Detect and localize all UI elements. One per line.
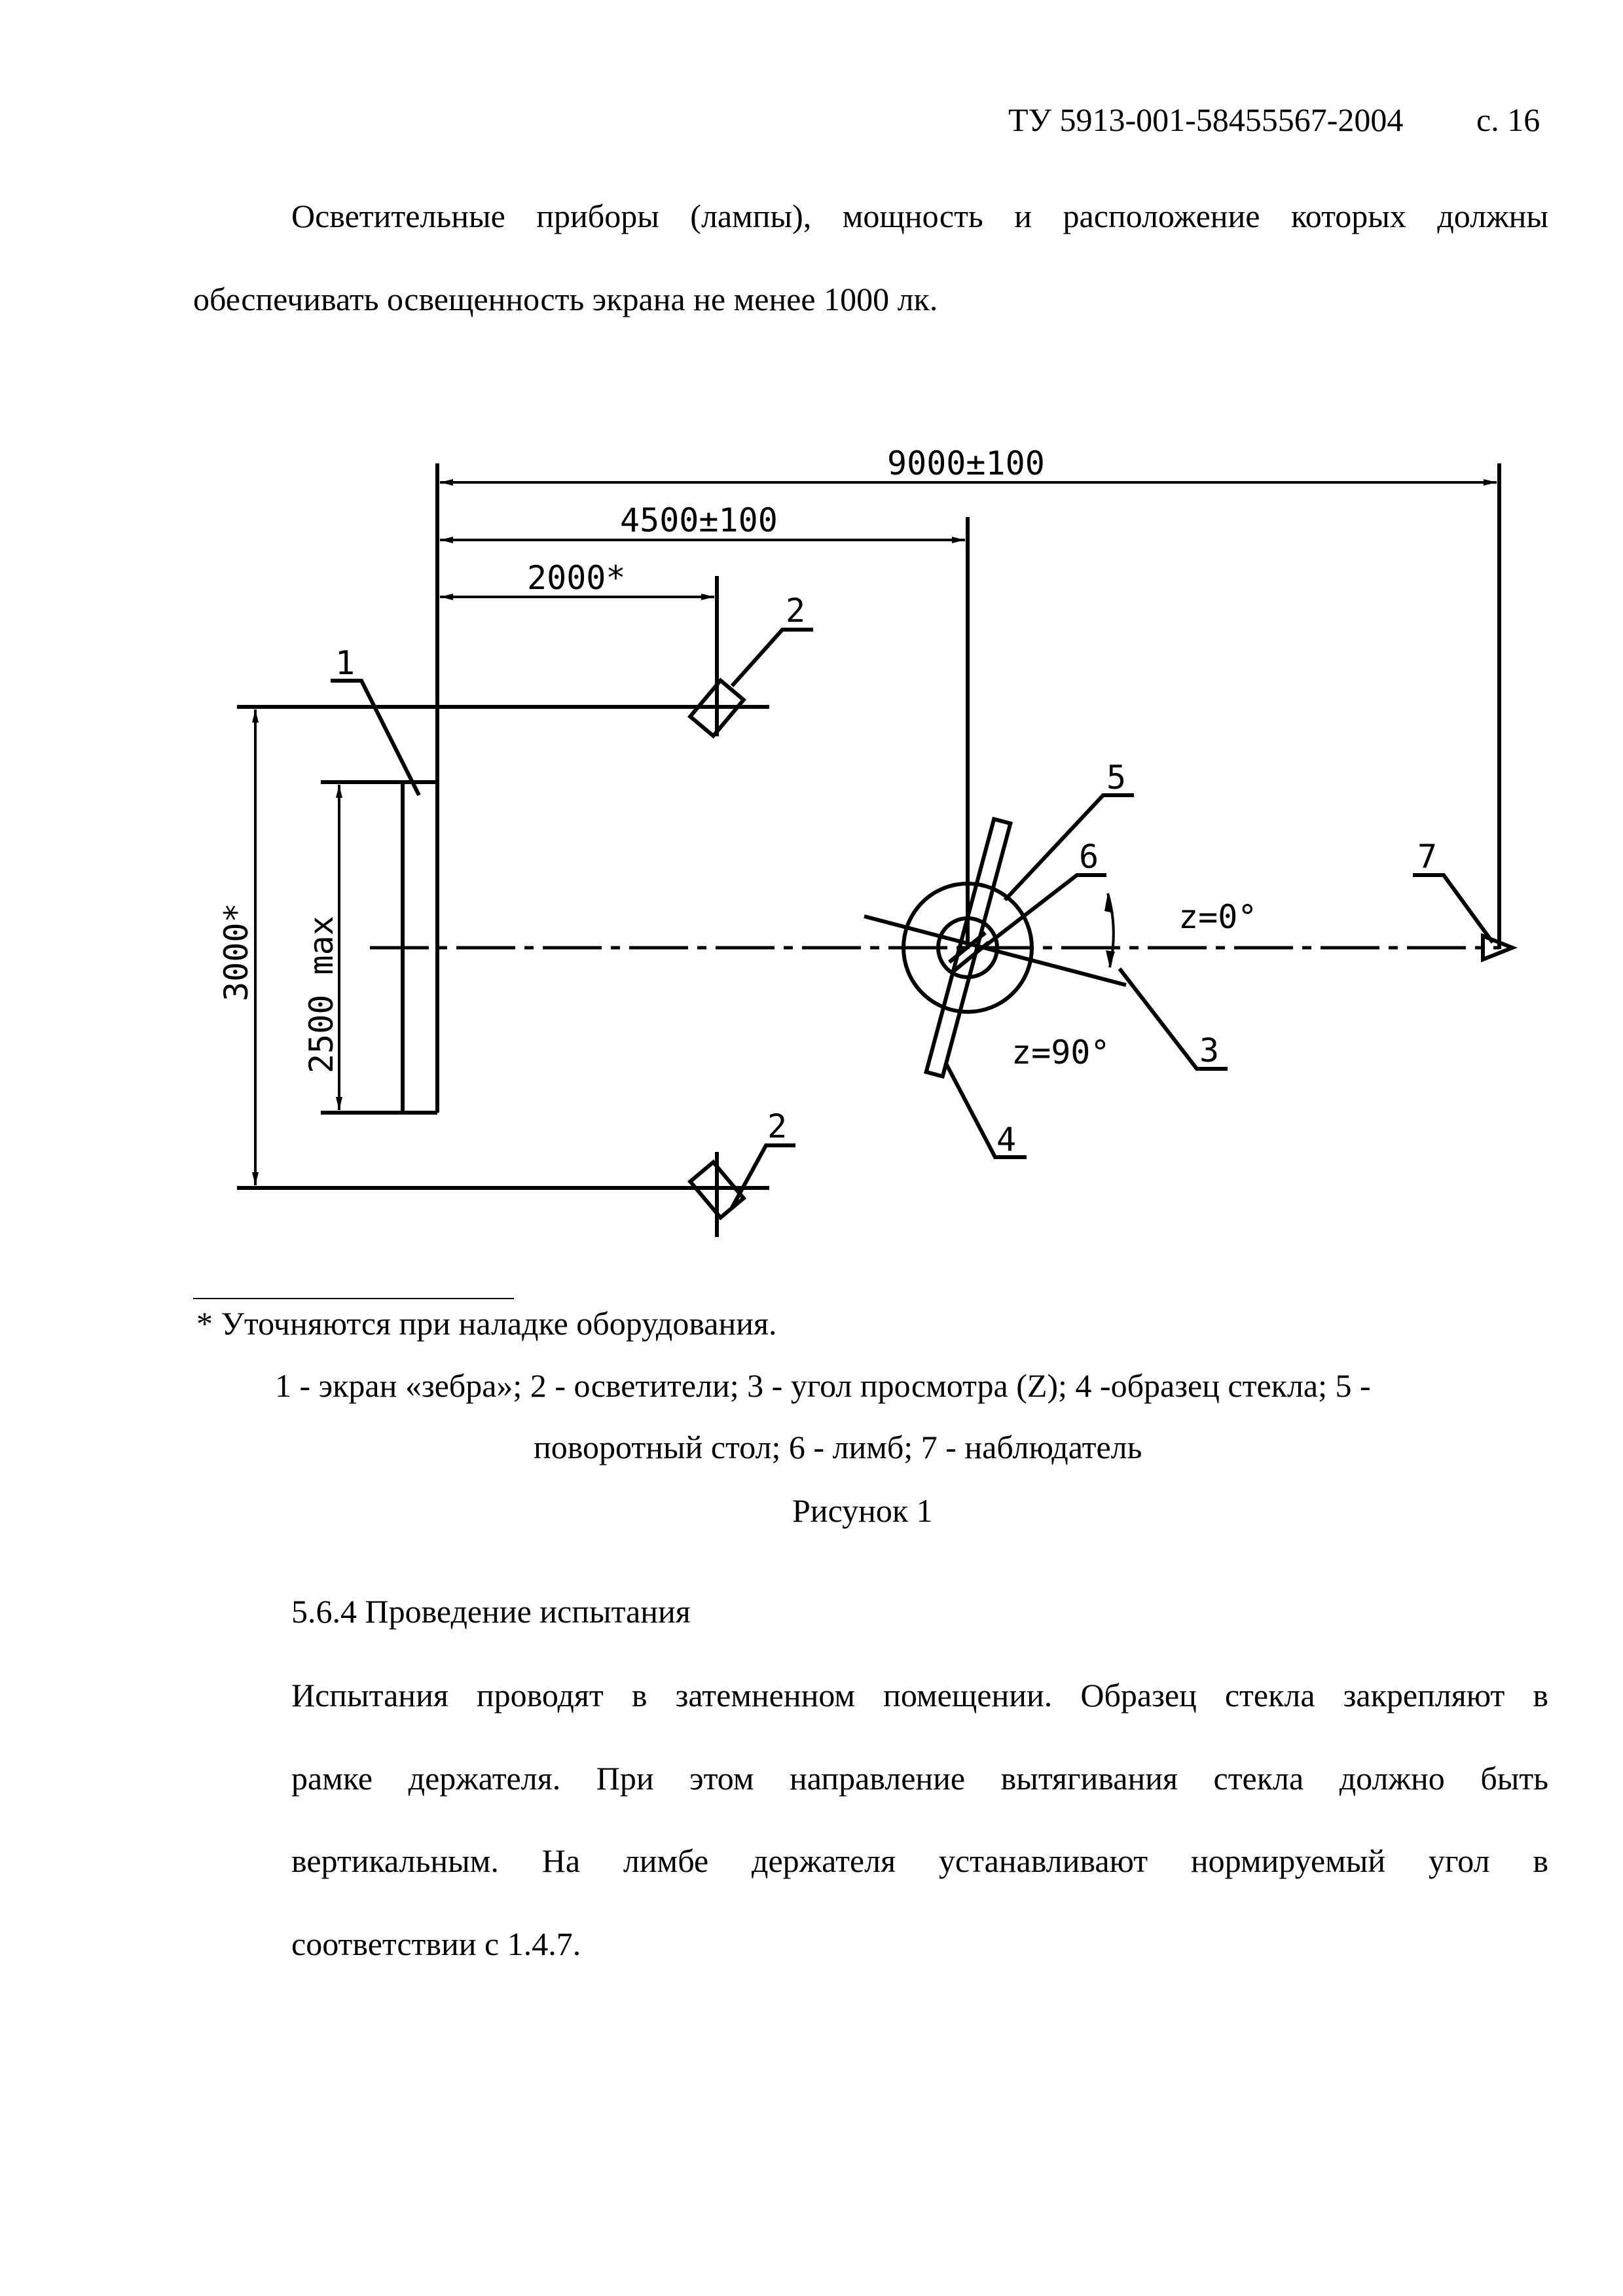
angle-label-zero: z=0° bbox=[1178, 898, 1258, 936]
legend-line-2: поворотный стол; 6 - лимб; 7 - наблюдатель bbox=[534, 1429, 1142, 1465]
angle-arrow-bottom bbox=[1106, 950, 1115, 967]
callout-leader-1 bbox=[331, 681, 419, 795]
page-number: с. 16 bbox=[1476, 101, 1541, 138]
intro-line-2: обеспечивать освещенность экрана не менее 1000 лк. bbox=[193, 281, 938, 317]
callout-3: 3 bbox=[1199, 1031, 1220, 1069]
footnote: * Уточняются при наладке оборудования. bbox=[196, 1305, 777, 1342]
callout-7: 7 bbox=[1417, 838, 1438, 876]
dim-label-light: 2000* bbox=[527, 559, 626, 597]
para-line-4: соответствии с 1.4.7. bbox=[291, 1926, 581, 1962]
footnote-rule bbox=[193, 1298, 514, 1299]
intro-line-1: Осветительные приборы (лампы), мощность и расположение которых должны bbox=[291, 198, 1548, 234]
legend-line-1: 1 - экран «зебра»; 2 - осветители; 3 - угол просмотра (Z); 4 -образец стекла; 5 - bbox=[275, 1367, 1371, 1404]
callout-leader-2-top bbox=[732, 630, 813, 686]
dim-label-screen: 2500 max bbox=[302, 916, 340, 1073]
dim-label-total: 9000±100 bbox=[887, 444, 1045, 482]
para-line-2: рамке держателя. При этом направление вытягивания стекла должно быть bbox=[291, 1760, 1548, 1797]
dim-label-sample: 4500±100 bbox=[620, 501, 778, 539]
callout-leader-5 bbox=[1005, 795, 1134, 900]
para-line-3: вертикальным. На лимбе держателя устанавливают нормируемый угол в bbox=[291, 1842, 1548, 1879]
doc-code: ТУ 5913-001-58455567-2004 bbox=[1008, 101, 1404, 138]
dim-label-width: 3000* bbox=[217, 903, 255, 1001]
callout-4: 4 bbox=[996, 1121, 1017, 1158]
callout-6: 6 bbox=[1079, 838, 1099, 876]
figure-caption: Рисунок 1 bbox=[792, 1492, 933, 1529]
callout-2-bottom: 2 bbox=[767, 1107, 788, 1145]
section-heading: 5.6.4 Проведение испытания bbox=[291, 1593, 691, 1630]
callout-1: 1 bbox=[335, 644, 356, 682]
callout-2-top: 2 bbox=[786, 592, 806, 630]
callout-5: 5 bbox=[1106, 759, 1127, 797]
callout-leader-7 bbox=[1413, 875, 1493, 942]
angle-label-ninety: z=90° bbox=[1012, 1033, 1110, 1071]
para-line-1: Испытания проводят в затемненном помещении. Образец стекла закрепляют в bbox=[291, 1677, 1548, 1713]
callout-leader-6 bbox=[985, 875, 1106, 946]
